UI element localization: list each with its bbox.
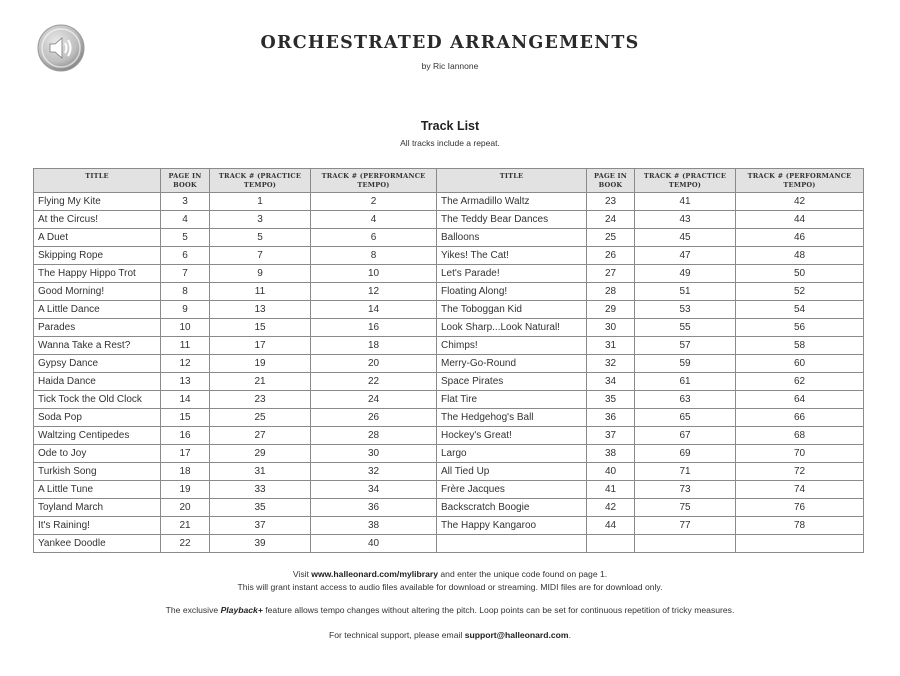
col-title: TITLE xyxy=(34,169,161,193)
page-in-book: 14 xyxy=(161,391,210,409)
page-in-book: 4 xyxy=(161,211,210,229)
track-title: Let's Parade! xyxy=(437,265,587,283)
practice-track: 9 xyxy=(210,265,311,283)
col-practice-tempo: TRACK # (PRACTICE TEMPO) xyxy=(635,169,736,193)
track-title: Floating Along! xyxy=(437,283,587,301)
performance-track: 36 xyxy=(311,499,437,517)
performance-track: 66 xyxy=(736,409,864,427)
track-title: Backscratch Boogie xyxy=(437,499,587,517)
performance-track: 18 xyxy=(311,337,437,355)
performance-track: 48 xyxy=(736,247,864,265)
practice-track: 27 xyxy=(210,427,311,445)
performance-track: 26 xyxy=(311,409,437,427)
track-title: Toyland March xyxy=(34,499,161,517)
practice-track: 43 xyxy=(635,211,736,229)
table-row xyxy=(34,211,864,229)
track-title: Tick Tock the Old Clock xyxy=(34,391,161,409)
practice-track: 29 xyxy=(210,445,311,463)
track-title: The Happy Kangaroo xyxy=(437,517,587,535)
track-list-heading: Track List xyxy=(420,119,480,133)
footer-visit: Visit www.halleonard.com/mylibrary and enter the unique code found on page 1. xyxy=(292,569,608,579)
table-body xyxy=(34,193,864,553)
performance-track: 64 xyxy=(736,391,864,409)
performance-track: 62 xyxy=(736,373,864,391)
page-in-book: 23 xyxy=(587,193,635,211)
performance-track: 40 xyxy=(311,535,437,553)
track-title: Ode to Joy xyxy=(34,445,161,463)
practice-track: 75 xyxy=(635,499,736,517)
table-row xyxy=(34,319,864,337)
track-title: Balloons xyxy=(437,229,587,247)
table-row xyxy=(34,265,864,283)
practice-track: 5 xyxy=(210,229,311,247)
page-in-book: 21 xyxy=(161,517,210,535)
table-row xyxy=(34,499,864,517)
performance-track: 10 xyxy=(311,265,437,283)
track-title: A Duet xyxy=(34,229,161,247)
table-row xyxy=(34,355,864,373)
col-page-in-book: PAGE IN BOOK xyxy=(587,169,635,193)
table-row xyxy=(34,463,864,481)
practice-track: 39 xyxy=(210,535,311,553)
page-in-book: 9 xyxy=(161,301,210,319)
performance-track: 60 xyxy=(736,355,864,373)
practice-track: 69 xyxy=(635,445,736,463)
performance-track: 68 xyxy=(736,427,864,445)
performance-track: 16 xyxy=(311,319,437,337)
practice-track: 71 xyxy=(635,463,736,481)
practice-track: 3 xyxy=(210,211,311,229)
table-row xyxy=(34,535,864,553)
practice-track: 19 xyxy=(210,355,311,373)
page-in-book: 41 xyxy=(587,481,635,499)
page-in-book: 12 xyxy=(161,355,210,373)
practice-track xyxy=(635,535,736,553)
page-in-book: 30 xyxy=(587,319,635,337)
performance-track: 4 xyxy=(311,211,437,229)
performance-track: 50 xyxy=(736,265,864,283)
page-in-book: 6 xyxy=(161,247,210,265)
page-in-book: 34 xyxy=(587,373,635,391)
practice-track: 53 xyxy=(635,301,736,319)
table-row xyxy=(34,337,864,355)
page-in-book: 40 xyxy=(587,463,635,481)
page-in-book: 13 xyxy=(161,373,210,391)
page-in-book: 8 xyxy=(161,283,210,301)
col-practice-tempo: TRACK # (PRACTICE TEMPO) xyxy=(210,169,311,193)
track-title: Skipping Rope xyxy=(34,247,161,265)
performance-track: 6 xyxy=(311,229,437,247)
performance-track: 78 xyxy=(736,517,864,535)
track-title: At the Circus! xyxy=(34,211,161,229)
performance-track: 8 xyxy=(311,247,437,265)
practice-track: 49 xyxy=(635,265,736,283)
track-title: Largo xyxy=(437,445,587,463)
track-title: Parades xyxy=(34,319,161,337)
track-title: The Toboggan Kid xyxy=(437,301,587,319)
table-row xyxy=(34,283,864,301)
track-title: Frère Jacques xyxy=(437,481,587,499)
footer-access: This will grant instant access to audio files available for download or streaming. MIDI files are for download only. xyxy=(237,582,663,592)
track-title: All Tied Up xyxy=(437,463,587,481)
practice-track: 15 xyxy=(210,319,311,337)
col-performance-tempo: TRACK # (PERFORMANCE TEMPO) xyxy=(311,169,437,193)
practice-track: 35 xyxy=(210,499,311,517)
track-title: Space Pirates xyxy=(437,373,587,391)
table-row xyxy=(34,391,864,409)
table-row xyxy=(34,301,864,319)
table-row xyxy=(34,229,864,247)
page-in-book: 16 xyxy=(161,427,210,445)
practice-track: 57 xyxy=(635,337,736,355)
performance-track: 28 xyxy=(311,427,437,445)
performance-track: 14 xyxy=(311,301,437,319)
page-in-book: 28 xyxy=(587,283,635,301)
practice-track: 23 xyxy=(210,391,311,409)
page-in-book: 37 xyxy=(587,427,635,445)
book-title: ORCHESTRATED ARRANGEMENTS xyxy=(260,33,640,53)
table-row xyxy=(34,409,864,427)
footer-support: For technical support, please email support@halleonard.com. xyxy=(329,630,571,640)
page-in-book: 3 xyxy=(161,193,210,211)
table-header-row xyxy=(34,169,864,193)
page-in-book xyxy=(587,535,635,553)
track-title xyxy=(437,535,587,553)
page-in-book: 18 xyxy=(161,463,210,481)
practice-track: 65 xyxy=(635,409,736,427)
practice-track: 33 xyxy=(210,481,311,499)
track-title: The Hedgehog's Ball xyxy=(437,409,587,427)
page-in-book: 27 xyxy=(587,265,635,283)
practice-track: 45 xyxy=(635,229,736,247)
performance-track: 54 xyxy=(736,301,864,319)
page-in-book: 25 xyxy=(587,229,635,247)
track-title: Merry-Go-Round xyxy=(437,355,587,373)
col-performance-tempo: TRACK # (PERFORMANCE TEMPO) xyxy=(736,169,864,193)
playback-plus-name: Playback+ xyxy=(220,605,263,615)
practice-track: 61 xyxy=(635,373,736,391)
track-title: Flat Tire xyxy=(437,391,587,409)
table-row xyxy=(34,247,864,265)
practice-track: 1 xyxy=(210,193,311,211)
page-in-book: 19 xyxy=(161,481,210,499)
practice-track: 7 xyxy=(210,247,311,265)
page-in-book: 24 xyxy=(587,211,635,229)
page-in-book: 7 xyxy=(161,265,210,283)
page-in-book: 36 xyxy=(587,409,635,427)
performance-track: 20 xyxy=(311,355,437,373)
track-title: It's Raining! xyxy=(34,517,161,535)
performance-track: 24 xyxy=(311,391,437,409)
performance-track: 12 xyxy=(311,283,437,301)
performance-track xyxy=(736,535,864,553)
track-table xyxy=(33,168,864,553)
practice-track: 59 xyxy=(635,355,736,373)
col-page-in-book: PAGE IN BOOK xyxy=(161,169,210,193)
track-list-note: All tracks include a repeat. xyxy=(400,138,500,148)
performance-track: 46 xyxy=(736,229,864,247)
performance-track: 42 xyxy=(736,193,864,211)
table-row xyxy=(34,517,864,535)
track-title: A Little Tune xyxy=(34,481,161,499)
performance-track: 74 xyxy=(736,481,864,499)
practice-track: 51 xyxy=(635,283,736,301)
track-title: Yankee Doodle xyxy=(34,535,161,553)
track-title: Yikes! The Cat! xyxy=(437,247,587,265)
practice-track: 17 xyxy=(210,337,311,355)
col-title: TITLE xyxy=(437,169,587,193)
practice-track: 77 xyxy=(635,517,736,535)
performance-track: 70 xyxy=(736,445,864,463)
table-row xyxy=(34,193,864,211)
author-byline: by Ric Iannone xyxy=(421,61,479,71)
performance-track: 44 xyxy=(736,211,864,229)
table-row xyxy=(34,373,864,391)
page-in-book: 38 xyxy=(587,445,635,463)
practice-track: 21 xyxy=(210,373,311,391)
practice-track: 11 xyxy=(210,283,311,301)
track-title: Hockey's Great! xyxy=(437,427,587,445)
track-title: Waltzing Centipedes xyxy=(34,427,161,445)
page-in-book: 32 xyxy=(587,355,635,373)
track-title: Soda Pop xyxy=(34,409,161,427)
practice-track: 73 xyxy=(635,481,736,499)
practice-track: 31 xyxy=(210,463,311,481)
page-in-book: 5 xyxy=(161,229,210,247)
page-in-book: 35 xyxy=(587,391,635,409)
track-title: Chimps! xyxy=(437,337,587,355)
track-title: Look Sharp...Look Natural! xyxy=(437,319,587,337)
table-row xyxy=(34,481,864,499)
performance-track: 56 xyxy=(736,319,864,337)
performance-track: 30 xyxy=(311,445,437,463)
support-email-link[interactable]: support@halleonard.com xyxy=(464,630,569,640)
page-in-book: 17 xyxy=(161,445,210,463)
page-in-book: 42 xyxy=(587,499,635,517)
performance-track: 52 xyxy=(736,283,864,301)
page-in-book: 29 xyxy=(587,301,635,319)
table-row xyxy=(34,427,864,445)
track-title: Gypsy Dance xyxy=(34,355,161,373)
library-link[interactable]: www.halleonard.com/mylibrary xyxy=(311,569,439,579)
performance-track: 34 xyxy=(311,481,437,499)
performance-track: 22 xyxy=(311,373,437,391)
track-title: Turkish Song xyxy=(34,463,161,481)
practice-track: 55 xyxy=(635,319,736,337)
performance-track: 72 xyxy=(736,463,864,481)
page-in-book: 26 xyxy=(587,247,635,265)
track-title: The Happy Hippo Trot xyxy=(34,265,161,283)
page-in-book: 15 xyxy=(161,409,210,427)
table-row xyxy=(34,445,864,463)
performance-track: 2 xyxy=(311,193,437,211)
practice-track: 67 xyxy=(635,427,736,445)
practice-track: 41 xyxy=(635,193,736,211)
performance-track: 58 xyxy=(736,337,864,355)
track-title: The Teddy Bear Dances xyxy=(437,211,587,229)
track-title: Wanna Take a Rest? xyxy=(34,337,161,355)
track-title: A Little Dance xyxy=(34,301,161,319)
page-in-book: 31 xyxy=(587,337,635,355)
track-title: Haida Dance xyxy=(34,373,161,391)
practice-track: 47 xyxy=(635,247,736,265)
practice-track: 63 xyxy=(635,391,736,409)
page-in-book: 10 xyxy=(161,319,210,337)
performance-track: 32 xyxy=(311,463,437,481)
track-title: The Armadillo Waltz xyxy=(437,193,587,211)
practice-track: 25 xyxy=(210,409,311,427)
practice-track: 37 xyxy=(210,517,311,535)
practice-track: 13 xyxy=(210,301,311,319)
track-title: Flying My Kite xyxy=(34,193,161,211)
track-title: Good Morning! xyxy=(34,283,161,301)
performance-track: 38 xyxy=(311,517,437,535)
page-in-book: 11 xyxy=(161,337,210,355)
page-in-book: 44 xyxy=(587,517,635,535)
page-in-book: 22 xyxy=(161,535,210,553)
performance-track: 76 xyxy=(736,499,864,517)
page-in-book: 20 xyxy=(161,499,210,517)
footer-playback: The exclusive Playback+ feature allows tempo changes without altering the pitch. Loop points can be set for continuous repetition of tricky measures. xyxy=(165,605,735,615)
